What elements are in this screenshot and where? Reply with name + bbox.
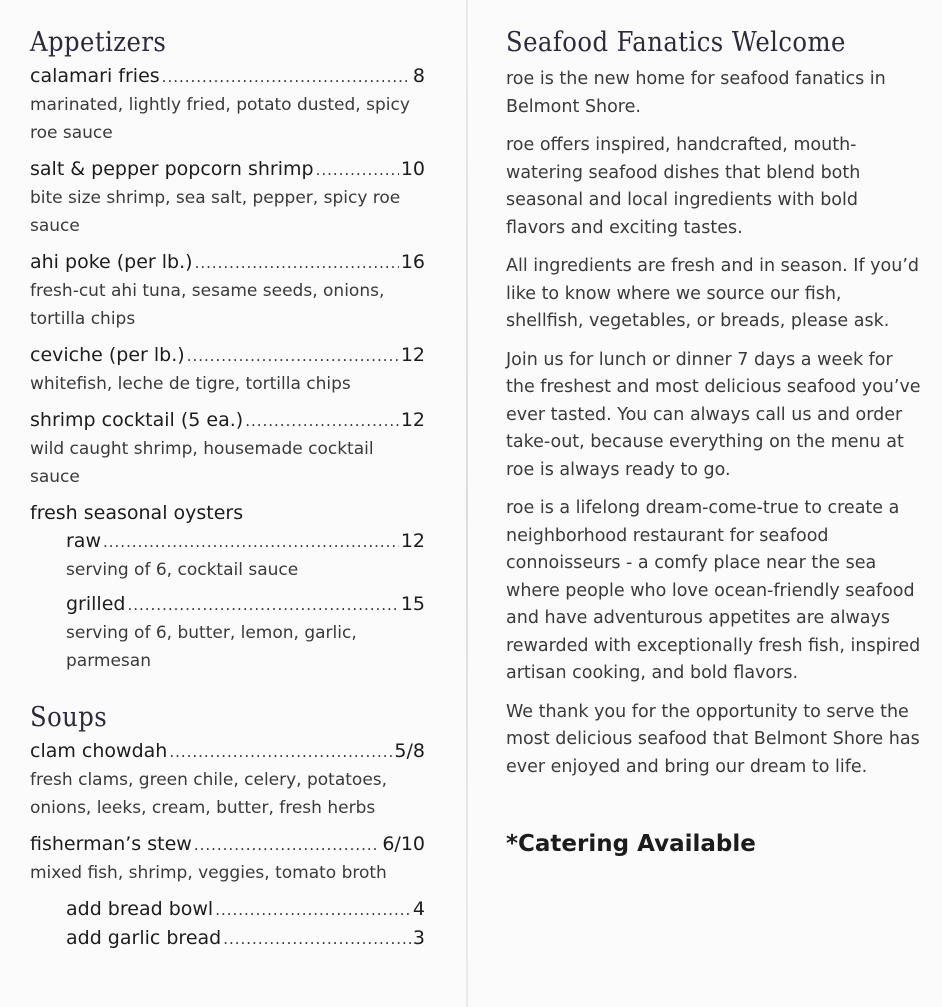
item-name: ceviche (per lb.) [30,344,185,366]
leader-dots [223,925,411,953]
soup-addons [30,895,425,953]
welcome-column [506,26,921,857]
leader-dots [245,407,399,435]
welcome-paragraph: Join us for lunch or dinner 7 days a week for the freshest and most delicious seafood you’ve ever tasted. You can always call us and order take-out, because everything on the menu at roe is always ready to go. [506,349,921,480]
item-description: fresh-cut ahi tuna, sesame seeds, onions, tortilla chips [30,281,385,329]
item-price: 15 [400,593,425,615]
leader-dots [169,738,392,766]
item-price: 12 [400,530,425,552]
item-description: whitefish, leche de tigre, tortilla chips [30,374,351,394]
item-description: wild caught shrimp, housemade cocktail sauce [30,439,374,487]
item-name: raw [66,530,101,552]
group-title: fresh seasonal oysters [30,502,244,524]
item-description: fresh clams, green chile, celery, potatoes, onions, leeks, cream, butter, fresh herbs [30,770,388,818]
page-fold [466,0,468,1007]
leader-dots [316,156,399,184]
welcome-paragraph: All ingredients are fresh and in season. If you’d like to know where we source our fish, shellfish, vegetables, or breads, please ask. [506,256,920,331]
catering-note: *Catering Available [506,831,756,857]
item-name: shrimp cocktail (5 ea.) [30,409,244,431]
addon-name: add garlic bread [66,927,222,949]
item-name: fisherman’s stew [30,833,192,855]
item-name: ahi poke (per lb.) [30,251,193,273]
item-price: 12 [400,409,425,431]
item-name: calamari fries [30,65,160,87]
item-description: mixed fish, shrimp, veggies, tomato broth [30,863,387,883]
welcome-heading: Seafood Fanatics Welcome [506,27,846,58]
item-price: 5/8 [394,740,425,762]
welcome-paragraph: roe offers inspired, handcrafted, mouth-watering seafood dishes that blend both seasonal and local ingredients with bold flavors and exciting tastes. [506,135,861,238]
item-name: clam chowdah [30,740,168,762]
menu-item-calamari-fries [30,62,425,147]
leader-dots [103,528,399,556]
addon-name: add bread bowl [66,898,214,920]
leader-dots [215,896,411,924]
menu-item-fishermans-stew [30,830,425,887]
menu-column [30,26,425,953]
item-description: serving of 6, butter, lemon, garlic, parmesan [66,623,357,671]
leader-dots [127,591,398,619]
leader-dots [162,63,411,91]
item-description: marinated, lightly fried, potato dusted, spicy roe sauce [30,95,410,143]
menu-item-clam-chowdah [30,737,425,822]
leader-dots [187,342,399,370]
welcome-paragraph: roe is a lifelong dream-come-true to create a neighborhood restaurant for seafood connoisseurs - a comfy place near the sea where people who love ocean-friendly seafood and have adventurous appetites are always rewarded with exceptionally fresh fish, inspired artisan cooking, and bold flavors. [506,498,921,683]
item-description: serving of 6, cocktail sauce [66,560,299,580]
menu-item-ahi-poke [30,248,425,333]
menu-item-ceviche [30,341,425,398]
item-name: salt & pepper popcorn shrimp [30,158,314,180]
item-price: 6/10 [382,833,425,855]
soups-heading: Soups [30,702,108,733]
addon-price: 4 [412,898,425,920]
welcome-paragraph: We thank you for the opportunity to serve the most delicious seafood that Belmont Shore has ever enjoyed and bring our dream to life. [506,701,920,777]
item-price: 12 [400,344,425,366]
item-price: 16 [400,251,425,273]
addon-price: 3 [412,927,425,949]
item-description: bite size shrimp, sea salt, pepper, spicy roe sauce [30,188,401,236]
item-price: 8 [412,65,425,87]
appetizers-heading: Appetizers [30,27,167,58]
leader-dots [195,249,399,277]
menu-item-shrimp-cocktail [30,406,425,491]
oyster-options [30,527,425,675]
welcome-paragraph: roe is the new home for seafood fanatics in Belmont Shore. [506,69,886,117]
item-price: 10 [400,158,425,180]
leader-dots [194,831,381,859]
menu-item-popcorn-shrimp [30,155,425,240]
item-name: grilled [66,593,126,615]
menu-group-oysters [30,499,425,675]
